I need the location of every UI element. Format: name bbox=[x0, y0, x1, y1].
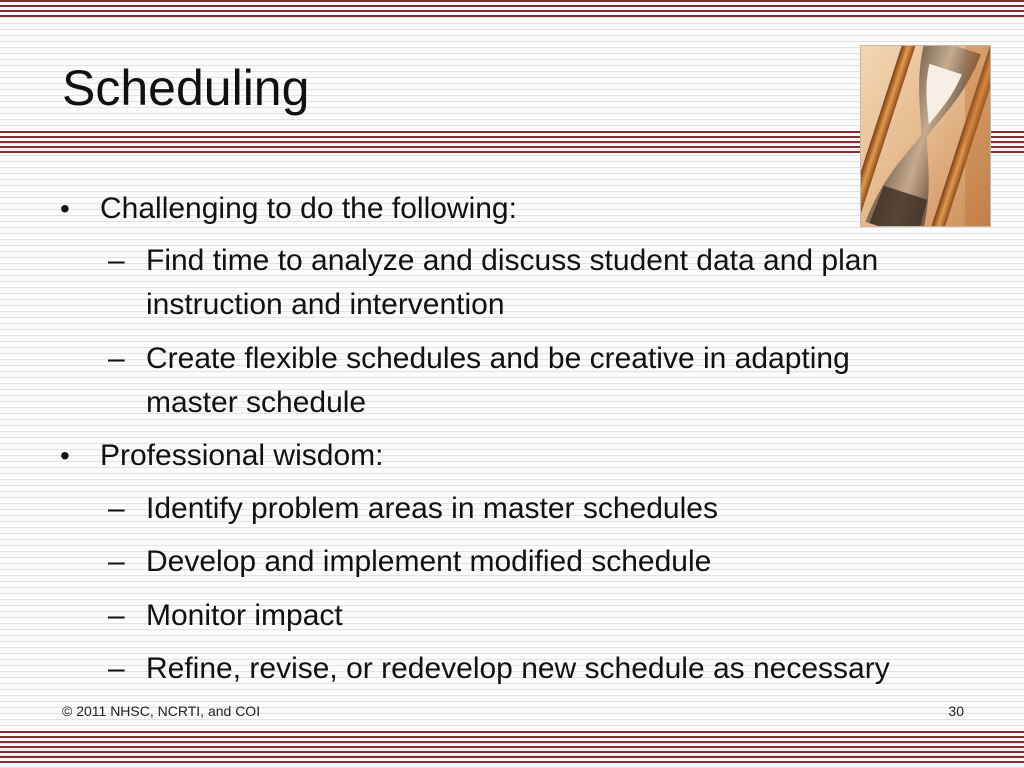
subbullet-text: Develop and implement modified schedule bbox=[146, 545, 712, 578]
bullet-marker: • bbox=[60, 193, 70, 224]
subbullet-text: Identify problem areas in master schedules bbox=[146, 492, 718, 525]
bottom-decorative-band bbox=[0, 731, 1024, 766]
dash-marker: – bbox=[108, 599, 125, 632]
bullet-text: Challenging to do the following: bbox=[100, 192, 517, 225]
subbullet-text: Monitor impact bbox=[146, 599, 343, 632]
subbullet-text-line2: instruction and intervention bbox=[146, 288, 505, 321]
footer-copyright: © 2011 NHSC, NCRTI, and COI bbox=[62, 703, 261, 719]
subbullet-text-line1: Create flexible schedules and be creative in adapting bbox=[146, 342, 850, 375]
dash-marker: – bbox=[108, 652, 125, 685]
dash-marker: – bbox=[108, 545, 125, 578]
bullet-marker: • bbox=[60, 440, 70, 471]
dash-marker: – bbox=[108, 244, 125, 277]
subbullet-text-line2: master schedule bbox=[146, 386, 367, 419]
page-number: 30 bbox=[948, 703, 964, 719]
subbullet-text-line1: Find time to analyze and discuss student data and plan bbox=[146, 244, 879, 277]
subbullet-text: Refine, revise, or redevelop new schedule as necessary bbox=[146, 652, 890, 685]
dash-marker: – bbox=[108, 492, 125, 525]
bullet-text: Professional wisdom: bbox=[100, 439, 384, 472]
dash-marker: – bbox=[108, 342, 125, 375]
slide-title: Scheduling bbox=[62, 60, 310, 116]
